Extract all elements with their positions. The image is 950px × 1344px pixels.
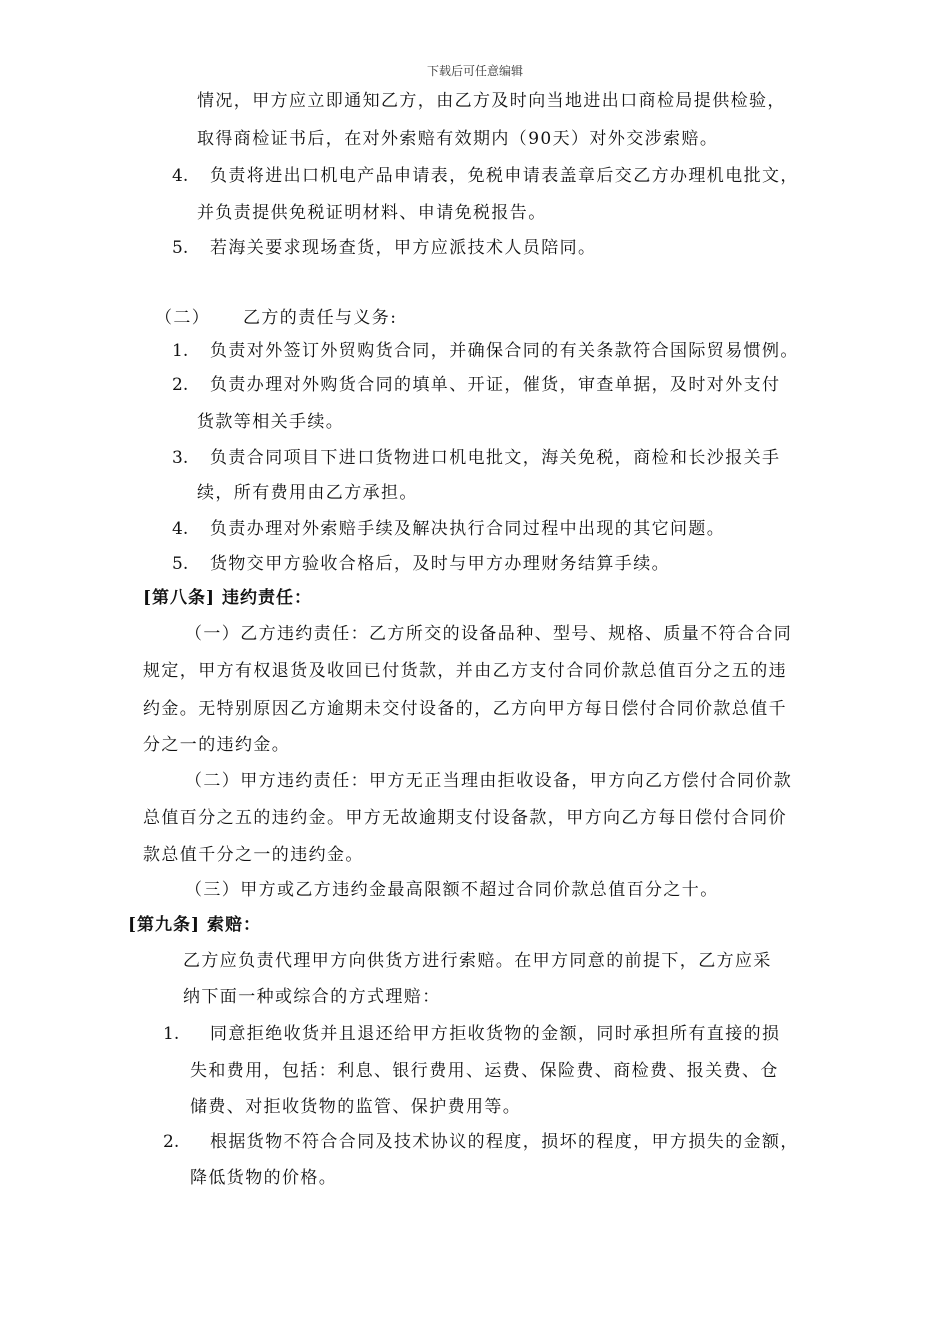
list-number: 5. (172, 554, 189, 574)
text-line: 总值百分之五的违约金。甲方无故逾期支付设备款，甲方向乙方每日偿付合同价 (143, 808, 787, 828)
text-line: 乙方应负责代理甲方向供货方进行索赔。在甲方同意的前提下，乙方应采 (183, 951, 772, 971)
text-line: 货款等相关手续。 (197, 412, 345, 432)
text-line: 款总值千分之一的违约金。 (143, 845, 364, 865)
text-line: 续，所有费用由乙方承担。 (197, 483, 418, 503)
text-line: 负责对外签订外贸购货合同，并确保合同的有关条款符合国际贸易惯例。 (210, 341, 799, 361)
text-line: 负责办理对外购货合同的填单、开证，催货，审查单据，及时对外支付 (210, 375, 781, 395)
text-line: 若海关要求现场查货，甲方应派技术人员陪同。 (210, 238, 597, 258)
text-line: 负责将进出口机电产品申请表，免税申请表盖章后交乙方办理机电批文， (210, 166, 799, 186)
text-line: 分之一的违约金。 (143, 735, 291, 755)
section-heading: [第八条] 违约责任： (143, 588, 313, 608)
text-line: （一）乙方违约责任：乙方所交的设备品种、型号、规格、质量不符合合同 (185, 624, 793, 644)
text-line: 纳下面一种或综合的方式理赔： (183, 987, 441, 1007)
text-line: 失和费用，包括：利息、银行费用、运费、保险费、商检费、报关费、仓 (190, 1061, 779, 1081)
list-number: 2. (163, 1132, 180, 1152)
text-line: 货物交甲方验收合格后，及时与甲方办理财务结算手续。 (210, 554, 670, 574)
text-line: （二） (155, 308, 211, 328)
text-line: 根据货物不符合合同及技术协议的程度，损坏的程度，甲方损失的金额， (210, 1132, 799, 1152)
text-line: 并负责提供免税证明材料、申请免税报告。 (197, 203, 547, 223)
text-line: （三）甲方或乙方违约金最高限额不超过合同价款总值百分之十。 (185, 880, 719, 900)
text-line: 约金。无特别原因乙方逾期未交付设备的，乙方向甲方每日偿付合同价款总值千 (143, 699, 787, 719)
list-number: 1. (172, 341, 189, 361)
section-heading: [第九条] 索赔： (128, 915, 262, 935)
text-line: 情况，甲方应立即通知乙方，由乙方及时向当地进出口商检局提供检验， (197, 91, 786, 111)
list-number: 4. (172, 519, 189, 539)
text-line: 取得商检证书后，在对外索赔有效期内（90天）对外交涉索赔。 (197, 129, 719, 149)
list-number: 1. (163, 1024, 180, 1044)
text-line: 同意拒绝收货并且退还给甲方拒收货物的金额，同时承担所有直接的损 (210, 1024, 781, 1044)
text-line: 负责合同项目下进口货物进口机电批文，海关免税，商检和长沙报关手 (210, 448, 781, 468)
text-line: 规定，甲方有权退货及收回已付货款，并由乙方支付合同价款总值百分之五的违 (143, 661, 787, 681)
text-line: 储费、对拒收货物的监管、保护费用等。 (190, 1097, 522, 1117)
page-header: 下载后可任意编辑 (426, 64, 523, 78)
text-line: 降低货物的价格。 (190, 1168, 338, 1188)
list-number: 2. (172, 375, 189, 395)
list-number: 3. (172, 448, 189, 468)
list-number: 5. (172, 238, 189, 258)
text-line: （二）甲方违约责任：甲方无正当理由拒收设备，甲方向乙方偿付合同价款 (185, 771, 793, 791)
text-line: 负责办理对外索赔手续及解决执行合同过程中出现的其它问题。 (210, 519, 726, 539)
list-number: 4. (172, 166, 189, 186)
text-line: 乙方的责任与义务: (243, 308, 398, 328)
